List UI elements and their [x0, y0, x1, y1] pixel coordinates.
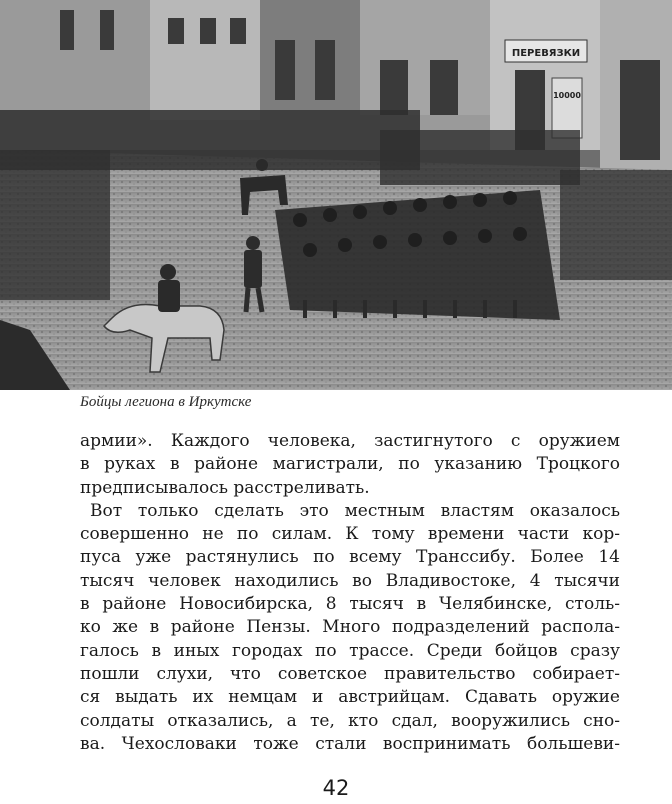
text-line: Вот только сделать это местным властям оказалось — [90, 500, 620, 521]
text-line: совершенно не по силам. К тому времени части кор- — [80, 524, 620, 545]
figure-caption: Бойцы легиона в Иркутске — [80, 394, 252, 410]
text-line: армии». Каждого человека, застигнутого с оружием — [80, 431, 620, 451]
marching-column — [275, 190, 560, 320]
text-line: предписывалось расстреливать. — [80, 477, 370, 498]
text-line: галось в иных городах по трассе. Среди бойцов сразу — [80, 640, 620, 661]
body-text — [80, 430, 620, 756]
poster-number: 10000 — [553, 91, 581, 100]
photo-illustration — [0, 0, 672, 390]
text-line: пуса уже растянулись по всему Транссибу. Более 14 — [80, 547, 620, 568]
text-line: тысяч человек находились во Владивостоке, 4 тысячи — [80, 570, 620, 591]
text-line: ся выдать их немцам и австрийцам. Сдавать оружие — [80, 687, 620, 708]
text-line: солдаты отказались, а те, кто сдал, вооружились сно- — [80, 710, 620, 731]
text-line: пошли слухи, что советское правительство собирает- — [80, 663, 620, 684]
page-number: 42 — [322, 776, 350, 800]
text-line: ва. Чехословаки тоже стали воспринимать большеви- — [80, 733, 620, 754]
text-line: ко же в районе Пензы. Много подразделений распола- — [80, 617, 620, 638]
shop-sign-text: ПЕРЕВЯЗКИ — [511, 48, 581, 59]
poster — [552, 78, 582, 138]
historical-photo — [0, 0, 672, 390]
text-line: в районе Новосибирска, 8 тысяч в Челябинске, столь- — [80, 594, 620, 615]
text-line: в руках в районе магистрали, по указанию Троцкого — [80, 454, 620, 475]
